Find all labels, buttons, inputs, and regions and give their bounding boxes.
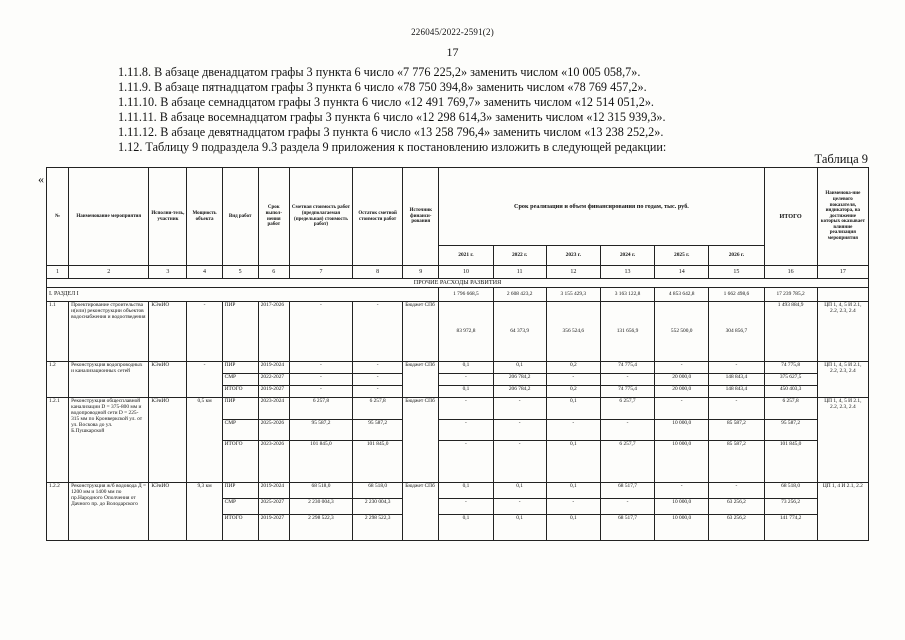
document-number: 226045/2022-2591(2) bbox=[411, 27, 494, 37]
row-value: 85 587,2 bbox=[709, 420, 764, 441]
row-value: 74 775,4 bbox=[600, 362, 654, 374]
row-indicator: ЦП 1, 4, 5 И 2.1, 2.2, 2.3, 2.4 bbox=[817, 362, 868, 398]
row-term: 2022-2027 bbox=[258, 374, 289, 386]
row-term: 2023-2026 bbox=[258, 441, 289, 483]
row-work: ИТОГО bbox=[222, 386, 258, 398]
row-total: 73 256,2 bbox=[764, 499, 817, 515]
row-remainder: 2 298 522,3 bbox=[353, 515, 403, 541]
row-value: 0,1 bbox=[439, 386, 493, 398]
row-estimate: 68 518,0 bbox=[289, 483, 352, 499]
header-estimate: Сметная стоимость работ (предполагаемая (предельная) стоимость работ) bbox=[289, 168, 352, 266]
row-remainder: 68 518,0 bbox=[353, 483, 403, 499]
row-value: 74 775,4 bbox=[600, 386, 654, 398]
row-value: - bbox=[439, 420, 493, 441]
row-value: - bbox=[709, 398, 764, 420]
row-remainder: 95 587,2 bbox=[353, 420, 403, 441]
col-number: 2 bbox=[69, 266, 149, 279]
row-term: 2019-2024 bbox=[258, 483, 289, 499]
col-number: 5 bbox=[222, 266, 258, 279]
row-value: - bbox=[600, 420, 654, 441]
row-source: Бюджет СПб bbox=[403, 302, 439, 362]
row-capacity: 9,3 км bbox=[187, 483, 222, 541]
row-value: 83 972,8 bbox=[439, 302, 493, 362]
row-indicator: ЦП 1, 4, 5 И 2.1, 2.2, 2.3, 2.4 bbox=[817, 398, 868, 483]
row-work: ИТОГО bbox=[222, 441, 258, 483]
row-num: 1.2.1 bbox=[47, 398, 69, 483]
row-value: - bbox=[493, 441, 546, 483]
table-row bbox=[47, 483, 869, 499]
row-term: 2025-2026 bbox=[258, 420, 289, 441]
table-row bbox=[47, 398, 869, 420]
col-number: 11 bbox=[493, 266, 546, 279]
row-value: 356 524,6 bbox=[546, 302, 600, 362]
row-num: 1.2.2 bbox=[47, 483, 69, 541]
row-value: 148 843,4 bbox=[709, 374, 764, 386]
row-source: Бюджет СПб bbox=[403, 398, 439, 483]
col-number: 12 bbox=[546, 266, 600, 279]
header-work-type: Вид работ bbox=[222, 168, 258, 266]
row-total: 1 493 884,9 bbox=[764, 302, 817, 362]
row-remainder: - bbox=[353, 386, 403, 398]
col-number: 16 bbox=[764, 266, 817, 279]
row-indicator: ЦП 1, 4 И 2.1, 2.2 bbox=[817, 483, 868, 541]
row-value: - bbox=[493, 499, 546, 515]
row-value: 63 256,2 bbox=[709, 499, 764, 515]
row-total: 74 775,8 bbox=[764, 362, 817, 374]
row-total: 141 774,2 bbox=[764, 515, 817, 541]
row-value: 20 000,0 bbox=[655, 374, 709, 386]
row-total: 375 627,5 bbox=[764, 374, 817, 386]
section1-total: 17 239 785,2 bbox=[764, 288, 817, 302]
section1-value: 3 155 429,3 bbox=[546, 288, 600, 302]
amendment-line: 1.11.12. В абзаце девятнадцатом графы 3 пункта 6 число «13 258 796,4» заменить числом «13 238 252,2». bbox=[118, 125, 664, 139]
row-value: 206 784,2 bbox=[493, 374, 546, 386]
year-header: 2021 г. bbox=[439, 246, 493, 266]
section1-value: 1 796 668,5 bbox=[439, 288, 493, 302]
col-number: 10 bbox=[439, 266, 493, 279]
row-value: 85 587,2 bbox=[709, 441, 764, 483]
header-remainder: Остаток сметной стоимости работ bbox=[353, 168, 403, 266]
col-number: 3 bbox=[149, 266, 187, 279]
year-header: 2025 г. bbox=[655, 246, 709, 266]
row-value: - bbox=[709, 483, 764, 499]
row-value: 0,1 bbox=[439, 483, 493, 499]
header-source: Источник финанси-рования bbox=[403, 168, 439, 266]
row-total: 450 403,3 bbox=[764, 386, 817, 398]
row-estimate: 2 230 004,3 bbox=[289, 499, 352, 515]
col-number: 14 bbox=[655, 266, 709, 279]
row-executor: КЭиИО bbox=[149, 302, 187, 362]
row-value: 63 256,2 bbox=[709, 515, 764, 541]
col-number: 8 bbox=[353, 266, 403, 279]
row-name: Реконструкция водопроводных и канализационных сетей bbox=[69, 362, 149, 398]
row-remainder: 6 257,8 bbox=[353, 398, 403, 420]
row-value: - bbox=[493, 398, 546, 420]
col-number: 6 bbox=[258, 266, 289, 279]
year-header: 2024 г. bbox=[600, 246, 654, 266]
col-number: 15 bbox=[709, 266, 764, 279]
row-term: 2025-2027 bbox=[258, 499, 289, 515]
row-remainder: - bbox=[353, 362, 403, 374]
row-value: 10 000,0 bbox=[655, 515, 709, 541]
row-work: СМР bbox=[222, 499, 258, 515]
amendment-line: 1.11.9. В абзаце пятнадцатом графы 3 пункта 6 число «78 750 394,8» заменить числом «78 769 457,2». bbox=[118, 80, 647, 94]
row-value: 0,1 bbox=[546, 398, 600, 420]
row-value: 0,1 bbox=[493, 483, 546, 499]
row-remainder: - bbox=[353, 302, 403, 362]
row-num: 1.1 bbox=[47, 302, 69, 362]
row-work: ПИР bbox=[222, 362, 258, 374]
section1-value: 1 662 498,6 bbox=[709, 288, 764, 302]
header-funding: Срок реализации и объем финансирования по годам, тыс. руб. bbox=[439, 168, 764, 246]
year-header: 2022 г. bbox=[493, 246, 546, 266]
table-row bbox=[47, 302, 869, 362]
header-term: Срок выпол-нения работ bbox=[258, 168, 289, 266]
row-term: 2019-2027 bbox=[258, 515, 289, 541]
header-name: Наименование мероприятия bbox=[69, 168, 149, 266]
row-estimate: 6 257,8 bbox=[289, 398, 352, 420]
row-indicator: ЦП 1, 4, 5 И 2.1, 2.2, 2.3, 2.4 bbox=[817, 302, 868, 362]
column-numbers-row bbox=[47, 266, 869, 279]
table-caption: Таблица 9 bbox=[814, 152, 868, 166]
row-value: 148 843,4 bbox=[709, 386, 764, 398]
section-title-row bbox=[47, 279, 869, 288]
row-value: 206 784,2 bbox=[493, 386, 546, 398]
opening-quote: « bbox=[38, 172, 44, 186]
row-term: 2019-2024 bbox=[258, 362, 289, 374]
row-value: 0,1 bbox=[546, 441, 600, 483]
row-value: 0,1 bbox=[439, 515, 493, 541]
row-name: Проектирование строительства и(или) реконструкции объектов водоснабжения и водоотведения bbox=[69, 302, 149, 362]
row-value: 304 856,7 bbox=[709, 302, 764, 362]
row-value: 64 373,9 bbox=[493, 302, 546, 362]
row-value: 68 517,7 bbox=[600, 515, 654, 541]
row-value: - bbox=[439, 398, 493, 420]
row-term: 2023-2024 bbox=[258, 398, 289, 420]
row-executor: КЭиИО bbox=[149, 483, 187, 541]
row-value: 0,1 bbox=[493, 515, 546, 541]
section1-row bbox=[47, 288, 869, 302]
row-value: 0,2 bbox=[546, 362, 600, 374]
row-work: ПИР bbox=[222, 398, 258, 420]
amendment-line: 1.11.8. В абзаце двенадцатом графы 3 пункта 6 число «7 776 225,2» заменить числом «10 005 058,7». bbox=[118, 65, 641, 79]
header-executor: Исполни-тель, участник bbox=[149, 168, 187, 266]
row-estimate: - bbox=[289, 386, 352, 398]
col-number: 17 bbox=[817, 266, 868, 279]
row-source: Бюджет СПб bbox=[403, 362, 439, 398]
row-total: 68 518,0 bbox=[764, 483, 817, 499]
row-estimate: - bbox=[289, 362, 352, 374]
amendment-list bbox=[118, 65, 758, 155]
row-remainder: - bbox=[353, 374, 403, 386]
section-title: ПРОЧИЕ РАСХОДЫ РАЗВИТИЯ bbox=[47, 279, 869, 288]
row-remainder: 101 845,0 bbox=[353, 441, 403, 483]
year-header: 2026 г. bbox=[709, 246, 764, 266]
col-number: 13 bbox=[600, 266, 654, 279]
section1-value: 2 608 423,2 bbox=[493, 288, 546, 302]
row-num: 1.2 bbox=[47, 362, 69, 398]
row-work: ИТОГО bbox=[222, 515, 258, 541]
row-estimate: - bbox=[289, 374, 352, 386]
row-estimate: - bbox=[289, 302, 352, 362]
row-value: 0,1 bbox=[546, 515, 600, 541]
section1-value: 4 853 642,8 bbox=[655, 288, 709, 302]
row-capacity: 0,5 км bbox=[187, 398, 222, 483]
row-value: - bbox=[546, 374, 600, 386]
row-work: СМР bbox=[222, 374, 258, 386]
page-number: 17 bbox=[446, 45, 459, 59]
row-work: СМР bbox=[222, 420, 258, 441]
row-executor: КЭиИО bbox=[149, 362, 187, 398]
row-work: ПИР bbox=[222, 302, 258, 362]
row-value: 0,1 bbox=[439, 362, 493, 374]
amendment-line: 1.12. Таблицу 9 подраздела 9.3 раздела 9 приложения к постановлению изложить в следующей редакции: bbox=[118, 140, 667, 154]
row-value: 10 000,0 bbox=[655, 441, 709, 483]
col-number: 4 bbox=[187, 266, 222, 279]
header-num: № bbox=[47, 168, 69, 266]
header-row bbox=[47, 168, 869, 246]
header-capacity: Мощность объекта bbox=[187, 168, 222, 266]
row-value: 68 517,7 bbox=[600, 483, 654, 499]
row-remainder: 2 230 004,3 bbox=[353, 499, 403, 515]
row-capacity: - bbox=[187, 302, 222, 362]
row-term: 2017-2026 bbox=[258, 302, 289, 362]
row-value: 0,2 bbox=[546, 386, 600, 398]
section1-value: 3 163 122,8 bbox=[600, 288, 654, 302]
row-value: - bbox=[546, 499, 600, 515]
table-9 bbox=[46, 167, 869, 541]
row-value: - bbox=[546, 420, 600, 441]
row-value: - bbox=[439, 441, 493, 483]
row-estimate: 95 587,2 bbox=[289, 420, 352, 441]
row-value: 10 000,0 bbox=[655, 499, 709, 515]
row-capacity: - bbox=[187, 362, 222, 398]
row-estimate: 101 845,0 bbox=[289, 441, 352, 483]
section1-label: I. РАЗДЕЛ I bbox=[47, 288, 439, 302]
row-value: - bbox=[439, 499, 493, 515]
row-total: 6 257,8 bbox=[764, 398, 817, 420]
row-value: - bbox=[655, 362, 709, 374]
row-executor: КЭиИО bbox=[149, 398, 187, 483]
row-value: 10 000,0 bbox=[655, 420, 709, 441]
row-total: 101 845,0 bbox=[764, 441, 817, 483]
header-total: ИТОГО bbox=[764, 168, 817, 266]
col-number: 7 bbox=[289, 266, 352, 279]
row-name: Реконструкция общесплавной канализации D = 375-800 мм и водопроводной сети D = 225-315 мм по Кронверкской ул. от ул. Воскова до ул. Б.Пушкарской bbox=[69, 398, 149, 483]
row-name: Реконструкция ж/б водовода Д = 1200 мм и 1400 мм по пр.Народного Ополчения от Дачного пр. до Володарского bbox=[69, 483, 149, 541]
row-source: Бюджет СПб bbox=[403, 483, 439, 541]
row-estimate: 2 298 522,3 bbox=[289, 515, 352, 541]
row-value: 0,1 bbox=[546, 483, 600, 499]
row-value: - bbox=[655, 483, 709, 499]
row-term: 2019-2027 bbox=[258, 386, 289, 398]
row-value: - bbox=[600, 499, 654, 515]
row-value: - bbox=[709, 362, 764, 374]
row-value: - bbox=[600, 374, 654, 386]
row-total: 95 587,2 bbox=[764, 420, 817, 441]
row-value: 20 000,0 bbox=[655, 386, 709, 398]
row-work: ПИР bbox=[222, 483, 258, 499]
row-value: - bbox=[439, 374, 493, 386]
row-value: 131 656,9 bbox=[600, 302, 654, 362]
section1-indicator bbox=[817, 288, 868, 302]
row-value: 552 500,0 bbox=[655, 302, 709, 362]
header-indicator: Наименова-ние целевого показателя, индикатора, на достижение которых оказывает влияние реализация мероприятия bbox=[817, 168, 868, 266]
col-number: 1 bbox=[47, 266, 69, 279]
row-value: - bbox=[655, 398, 709, 420]
col-number: 9 bbox=[403, 266, 439, 279]
amendment-line: 1.11.10. В абзаце семнадцатом графы 3 пункта 6 число «12 491 769,7» заменить числом «12 514 051,2». bbox=[118, 95, 654, 109]
year-header: 2023 г. bbox=[546, 246, 600, 266]
table-row bbox=[47, 362, 869, 374]
row-value: - bbox=[493, 420, 546, 441]
row-value: 6 257,7 bbox=[600, 398, 654, 420]
amendment-line: 1.11.11. В абзаце восемнадцатом графы 3 пункта 6 число «12 298 614,3» заменить числом «12 315 939,3». bbox=[118, 110, 666, 124]
row-value: 0,1 bbox=[493, 362, 546, 374]
row-value: 6 257,7 bbox=[600, 441, 654, 483]
